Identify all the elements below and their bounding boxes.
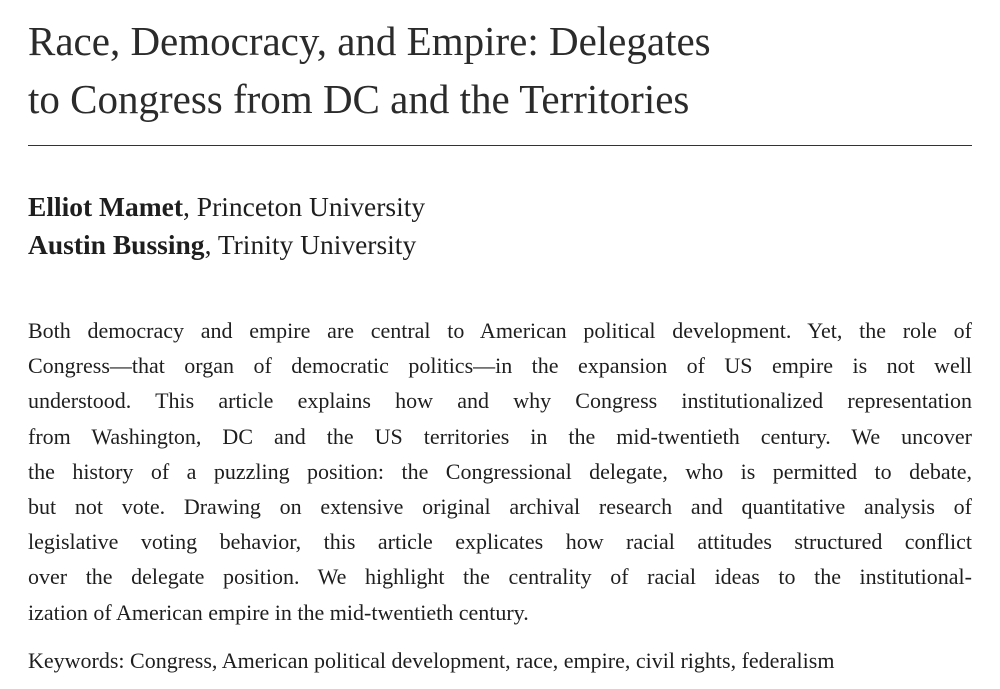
abstract-line: Both democracy and empire are central to American political development. Yet, the role of [28, 318, 972, 343]
abstract-line: legislative voting behavior, this article explicates how racial attitudes structured conflict [28, 529, 972, 555]
abstract-line: ization of American empire in the mid-twentieth century. [28, 599, 529, 625]
title-line: Race, Democracy, and Empire: Delegates [28, 18, 711, 64]
abstract-line: but not vote. Drawing on extensive original archival research and quantitative analysis of [28, 494, 972, 520]
author-name: Austin Bussing [28, 229, 205, 260]
author-affiliation: , Princeton University [183, 191, 426, 222]
author-name: Elliot Mamet [28, 191, 184, 222]
title-line: to Congress from DC and the Territories [28, 76, 690, 122]
title-divider [28, 145, 972, 146]
abstract-line: from Washington, DC and the US territories in the mid-twentieth century. We uncover [28, 423, 972, 449]
abstract-line: the history of a puzzling position: the Congressional delegate, who is permitted to debate, [28, 458, 972, 484]
abstract [28, 313, 972, 630]
article-title [28, 12, 968, 128]
author-list [28, 188, 425, 264]
abstract-line: Congress—that organ of democratic politics—in the expansion of US empire is not well [28, 353, 972, 379]
author-affiliation: , Trinity University [204, 229, 417, 260]
author-entry [28, 188, 425, 226]
abstract-line: understood. This article explains how and why Congress institutionalized representation [28, 388, 972, 414]
abstract-line: over the delegate position. We highlight the centrality of racial ideas to the institutional- [28, 564, 972, 590]
keywords: Keywords: Congress, American political development, race, empire, civil rights, federalism [28, 648, 835, 673]
author-entry [28, 226, 425, 264]
